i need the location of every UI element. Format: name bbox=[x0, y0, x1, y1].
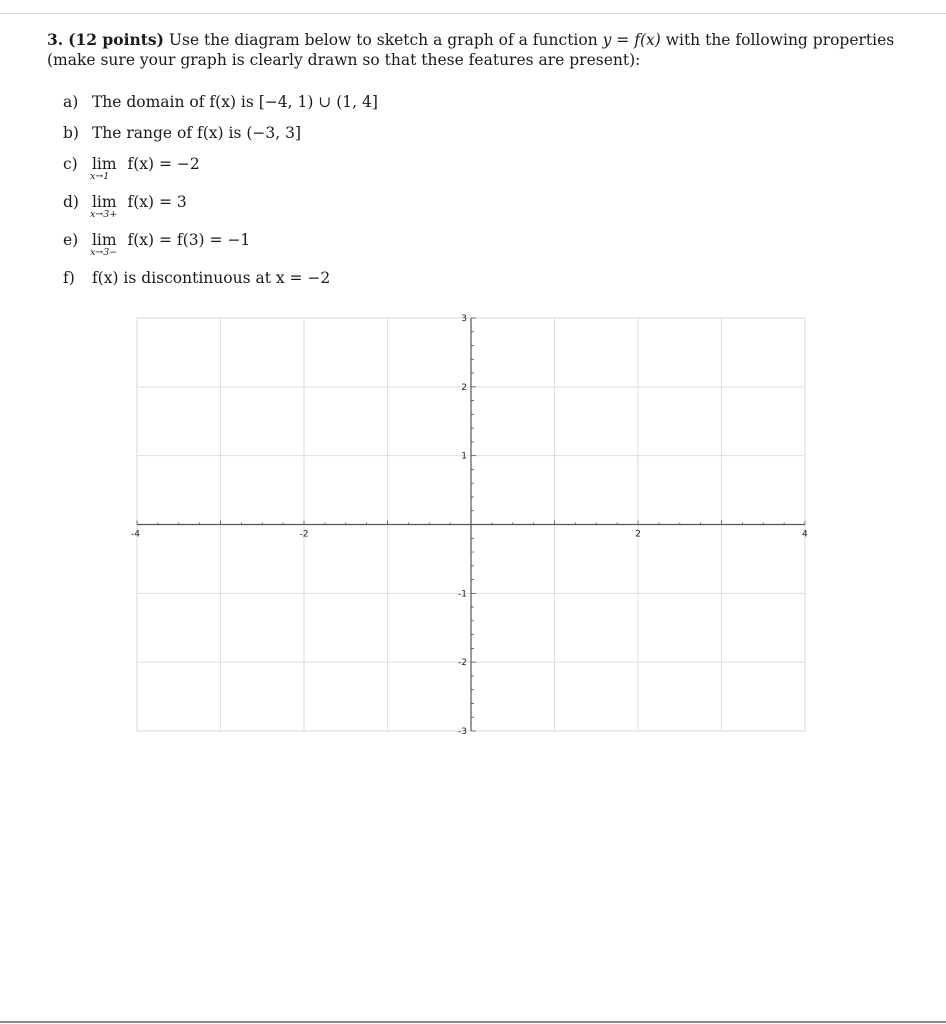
question-text-before: Use the diagram below to sketch a graph of a function bbox=[168, 31, 603, 49]
property-item-b bbox=[63, 124, 301, 142]
item-text: f(x) = −2 bbox=[127, 155, 200, 173]
limit-operator bbox=[89, 155, 117, 182]
question-prompt bbox=[47, 30, 907, 70]
item-letter: a) bbox=[63, 93, 79, 111]
property-item-c bbox=[63, 155, 200, 182]
question-function: y = f(x) bbox=[602, 31, 661, 49]
property-item-a bbox=[63, 93, 378, 111]
limit-word: lim bbox=[91, 155, 117, 173]
property-item-e bbox=[63, 231, 251, 258]
property-item-d bbox=[63, 193, 187, 220]
bottom-divider bbox=[0, 1021, 946, 1023]
item-letter: d) bbox=[63, 193, 79, 211]
item-text: f(x) = 3 bbox=[127, 193, 187, 211]
item-text: The domain of f(x) is [−4, 1) ∪ (1, 4] bbox=[91, 93, 378, 111]
y-tick-label: -1 bbox=[458, 589, 467, 600]
item-letter: b) bbox=[63, 124, 79, 142]
question-points: (12 points) bbox=[68, 30, 164, 49]
item-text: f(x) = f(3) = −1 bbox=[127, 231, 251, 249]
question-text-after: with the following properties (make sure your graph is clearly drawn so that these features are present): bbox=[47, 31, 895, 69]
limit-word: lim bbox=[91, 231, 117, 249]
x-tick-label: 2 bbox=[635, 529, 641, 540]
coordinate-grid[interactable] bbox=[130, 310, 820, 740]
y-tick-label: -2 bbox=[458, 658, 467, 669]
limit-operator bbox=[89, 193, 118, 220]
item-letter: f) bbox=[63, 269, 75, 287]
x-tick-label: -4 bbox=[131, 529, 140, 540]
y-tick-label: -3 bbox=[458, 727, 467, 737]
y-tick-label: 3 bbox=[461, 314, 467, 324]
x-tick-label: -2 bbox=[299, 529, 309, 540]
limit-operator bbox=[89, 231, 118, 258]
limit-subscript: x→3− bbox=[89, 247, 118, 258]
property-item-f bbox=[63, 269, 330, 287]
limit-subscript: x→3+ bbox=[89, 209, 118, 220]
top-divider bbox=[0, 13, 946, 14]
question-number: 3. bbox=[47, 30, 64, 49]
item-text: f(x) is discontinuous at x = −2 bbox=[91, 269, 331, 287]
limit-subscript: x→1 bbox=[89, 171, 110, 182]
limit-word: lim bbox=[91, 193, 117, 211]
item-letter: c) bbox=[63, 155, 78, 173]
y-tick-label: 1 bbox=[461, 451, 467, 462]
x-tick-label: 4 bbox=[802, 529, 808, 540]
item-text: The range of f(x) is (−3, 3] bbox=[91, 124, 302, 142]
y-tick-label: 2 bbox=[461, 382, 467, 393]
item-letter: e) bbox=[63, 231, 79, 249]
